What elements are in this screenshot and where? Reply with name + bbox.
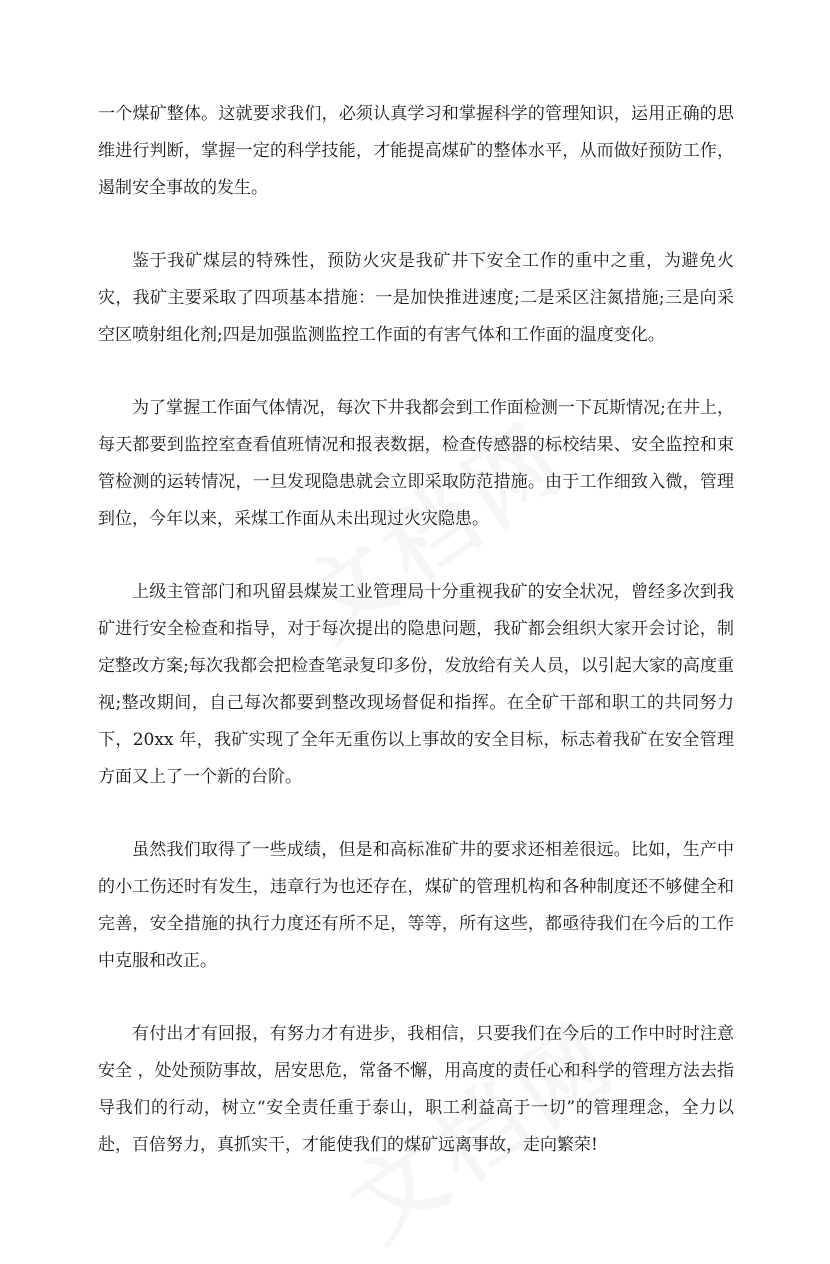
paragraph-3: 为了掌握工作面气体情况，每次下井我都会到工作面检测一下瓦斯情况;在井上，每天都要到监控室查看值班情况和报表数据，检查传感器的标校结果、安全监控和束管检测的运转情况，一旦发现隐患就会立即采取防范措施。由于工作细致入微，管理到位，今年以来，采煤工作面从未出现过火灾隐患。 <box>98 398 734 529</box>
paragraph-2: 鉴于我矿煤层的特殊性，预防火灾是我矿井下安全工作的重中之重，为避免火灾，我矿主要采取了四项基本措施：一是加快推进速度;二是采区注氮措施;三是向采空区喷射组化剂;四是加强监测监控工作面的有害气体和工作面的温度变化。 <box>98 251 734 345</box>
paragraph-1: 一个煤矿整体。这就要求我们，必须认真学习和掌握科学的管理知识，运用正确的思维进行判断，掌握一定的科学技能，才能提高煤矿的整体水平，从而做好预防工作，遏制安全事故的发生。 <box>98 104 734 198</box>
document-body <box>98 96 734 1200</box>
paragraph-6: 有付出才有回报，有努力才有进步，我相信，只要我们在今后的工作中时时注意安全 ，处处预防事故，居安思危，常备不懈，用高度的责任心和科学的管理方法去指导我们的行动，树立“安全责任重于泰山，职工利益高于一切”的管理理念，全力以赴，百倍努力，真抓实干，才能使我们的煤矿远离事故，走向繁荣! <box>98 1024 734 1155</box>
paragraph-5: 虽然我们取得了一些成绩，但是和高标准矿井的要求还相差很远。比如，生产中的小工伤还时有发生，违章行为也还存在，煤矿的管理机构和各种制度还不够健全和完善，安全措施的执行力度还有所不足，等等，所有这些，都亟待我们在今后的工作中克服和改正。 <box>98 840 734 971</box>
paragraph-4: 上级主管部门和巩留县煤炭工业管理局十分重视我矿的安全状况，曾经多次到我矿进行安全检查和指导，对于每次提出的隐患问题，我矿都会组织大家开会讨论，制定整改方案;每次我都会把检查笔录复印多份，发放给有关人员，以引起大家的高度重视;整改期间，自己每次都要到整改现场督促和指挥。在全矿干部和职工的共同努力下，20xx 年，我矿实现了全年无重伤以上事故的安全目标，标志着我矿在安全管理方面又上了一个新的台阶。 <box>98 582 734 787</box>
